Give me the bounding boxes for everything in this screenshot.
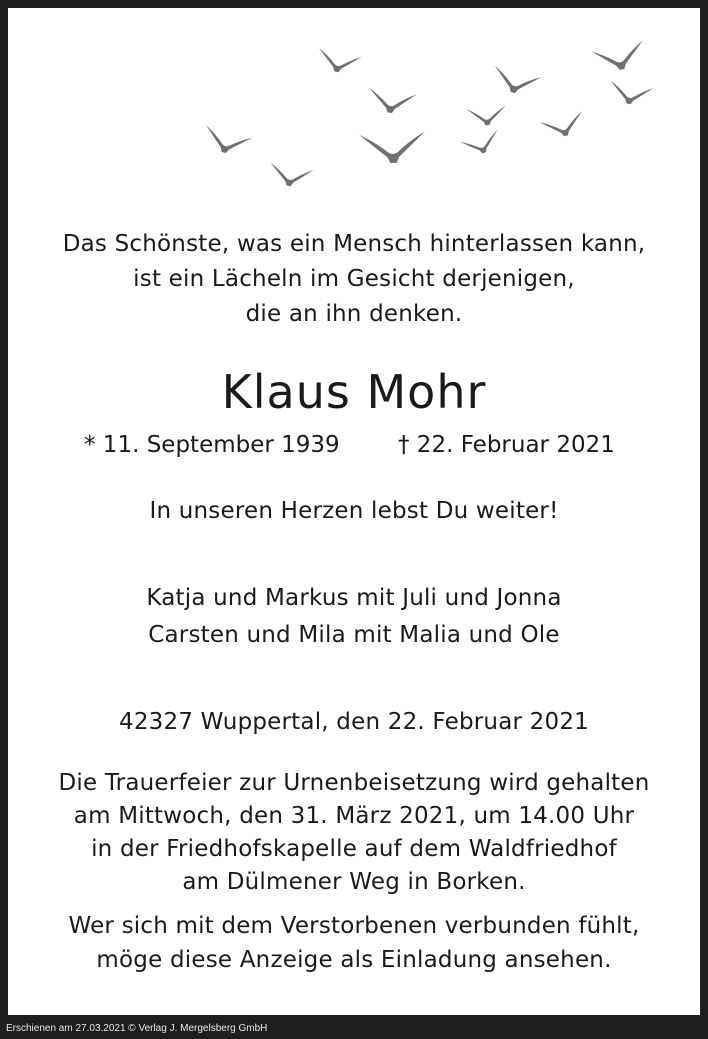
quote-line: Das Schönste, was ein Mensch hinterlassen kann, [62,231,646,257]
bird-icon [489,65,541,98]
bird-icon [591,40,648,74]
bird-icon [366,88,417,117]
invitation-line: Wer sich mit dem Verstorbenen verbunden fühlt, [68,913,640,939]
obituary-card [8,8,700,1015]
bird-icon [540,111,588,142]
publication-footer: Erschienen am 27.03.2021 © Verlag J. Mergelsberg GmbH [6,1023,268,1034]
quote-line: die an ihn denken. [245,301,463,327]
death-date: † 22. Februar 2021 [398,432,615,458]
bird-icon [466,106,507,127]
flying-birds-icon [8,8,700,213]
ceremony-line: Die Trauerfeier zur Urnenbeisetzung wird gehalten [58,770,650,796]
invitation-line: möge diese Anzeige als Einladung ansehen. [96,947,612,973]
deceased-name: Klaus Mohr [221,365,487,419]
bird-icon [200,125,252,159]
bird-icon [359,131,426,164]
mourner-line: Katja und Markus mit Juli und Jonna [146,585,562,611]
bird-icon [267,162,314,189]
quote-line: ist ein Lächeln im Gesicht derjenigen, [133,266,575,292]
place-date: 42327 Wuppertal, den 22. Februar 2021 [119,709,589,735]
ceremony-line: am Mittwoch, den 31. März 2021, um 14.00 Uhr [73,803,635,829]
mourner-line: Carsten und Mila mit Malia und Ole [148,622,560,648]
bird-icon [607,80,654,107]
bird-icon [315,48,362,77]
bird-icon [460,130,503,159]
ceremony-line: am Dülmener Weg in Borken. [182,869,526,895]
birth-date: * 11. September 1939 [84,432,340,458]
ceremony-line: in der Friedhofskapelle auf dem Waldfriedhof [91,836,617,862]
tagline: In unseren Herzen lebst Du weiter! [149,498,559,524]
